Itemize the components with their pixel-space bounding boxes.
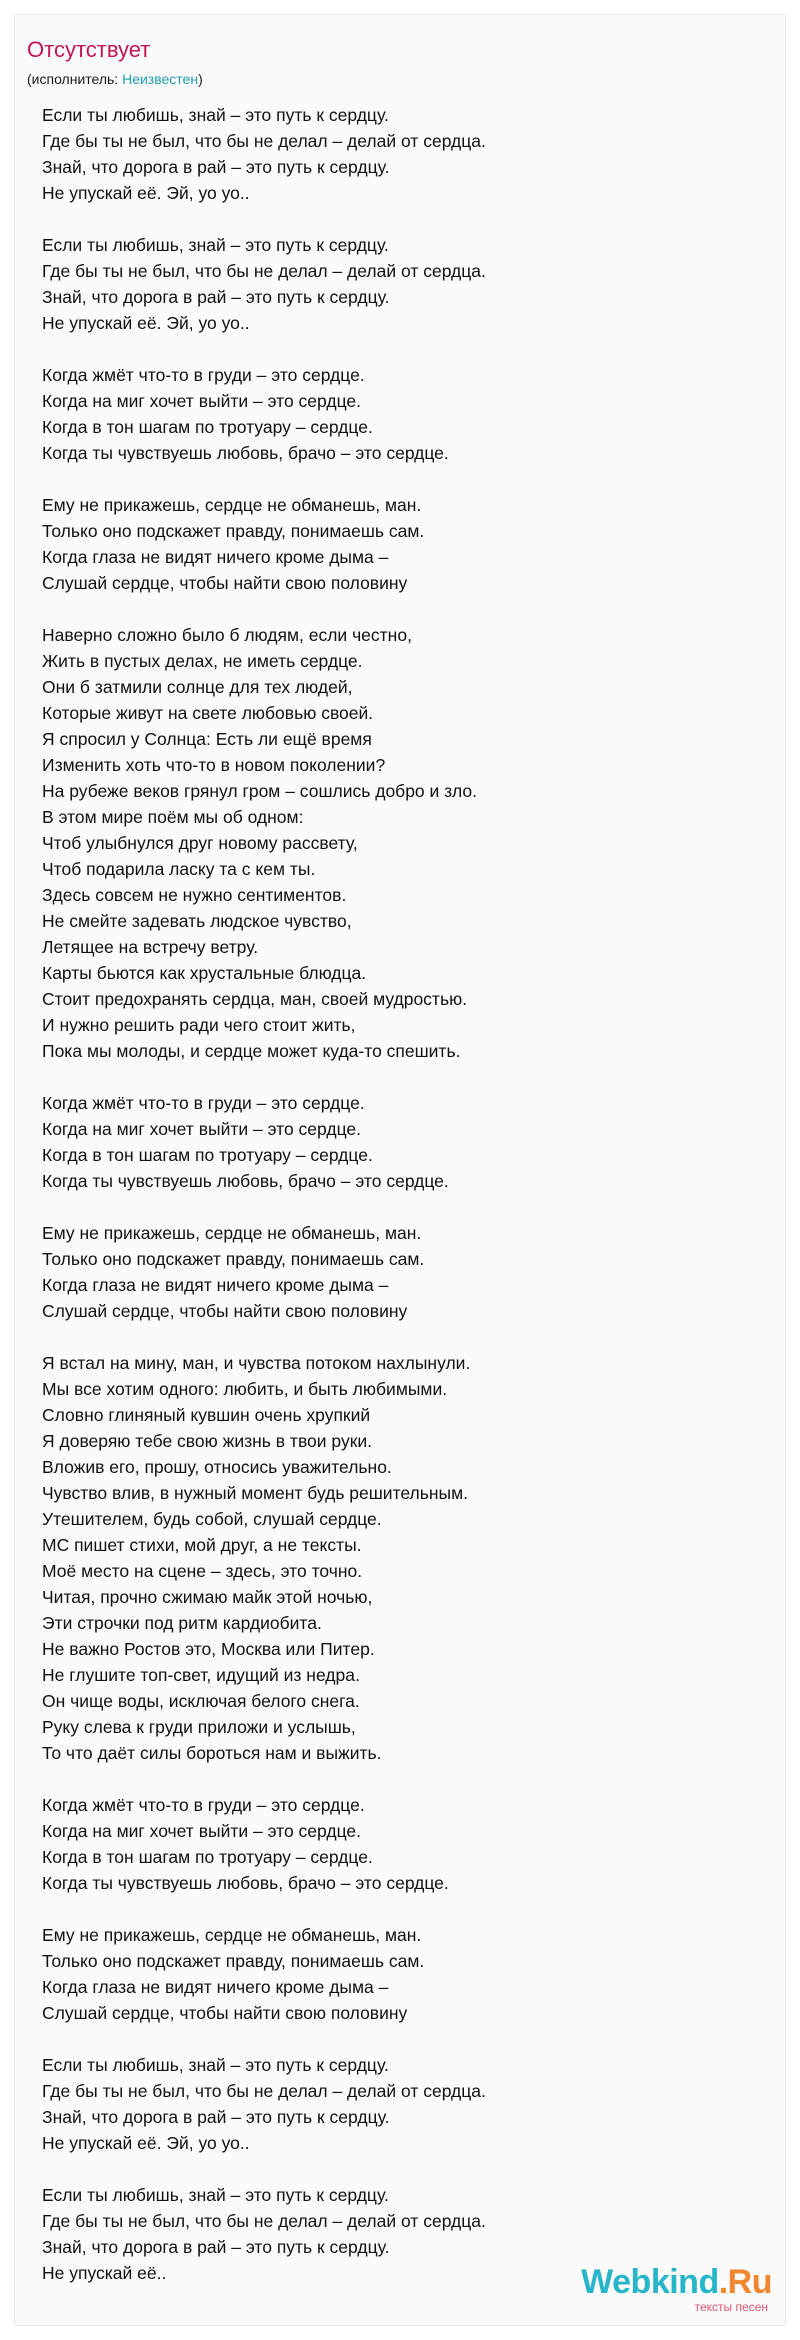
lyric-line: Не упускай её. Эй, уо уо.. — [42, 313, 250, 333]
lyric-line: Знай, что дорога в рай – это путь к сердцу. — [42, 2237, 390, 2257]
lyric-line: Которые живут на свете любовью своей. — [42, 703, 374, 723]
logo-tld: .Ru — [718, 2263, 772, 2301]
lyric-line: Чувство влив, в нужный момент будь решительным. — [42, 1483, 469, 1503]
lyric-line: Если ты любишь, знай – это путь к сердцу. — [42, 105, 389, 125]
artist-line — [27, 70, 203, 88]
lyric-line: Только оно подскажет правду, понимаешь сам. — [42, 521, 425, 541]
stanza — [42, 102, 762, 206]
lyric-line: Я доверяю тебе свою жизнь в твои руки. — [42, 1431, 372, 1451]
lyric-line: Знай, что дорога в рай – это путь к сердцу. — [42, 287, 390, 307]
lyric-line: Знай, что дорога в рай – это путь к сердцу. — [42, 157, 390, 177]
stanza — [42, 1090, 762, 1194]
lyric-line: Когда ты чувствуешь любовь, брачо – это сердце. — [42, 1873, 449, 1893]
lyric-line: Где бы ты не был, что бы не делал – делай от сердца. — [42, 131, 486, 151]
lyric-line: Только оно подскажет правду, понимаешь сам. — [42, 1951, 425, 1971]
lyric-line: Они б затмили солнце для тех людей, — [42, 677, 353, 697]
lyric-line: Если ты любишь, знай – это путь к сердцу. — [42, 2185, 389, 2205]
lyric-line: Если ты любишь, знай – это путь к сердцу. — [42, 2055, 389, 2075]
lyric-line: Когда в тон шагам по тротуару – сердце. — [42, 1847, 373, 1867]
lyric-line: Не упускай её. Эй, уо уо.. — [42, 2133, 250, 2153]
lyric-line: Чтоб подарила ласку та с кем ты. — [42, 859, 316, 879]
logo-tagline: тексты песен — [694, 2300, 768, 2314]
lyric-line: Где бы ты не был, что бы не делал – делай от сердца. — [42, 2211, 486, 2231]
stanza — [42, 1922, 762, 2026]
lyric-line: Когда на миг хочет выйти – это сердце. — [42, 391, 361, 411]
lyric-line: Моё место на сцене – здесь, это точно. — [42, 1561, 363, 1581]
lyric-line: Ему не прикажешь, сердце не обманешь, ман. — [42, 1925, 422, 1945]
lyric-line: Слушай сердце, чтобы найти свою половину — [42, 573, 408, 593]
lyric-line: Я спросил у Солнца: Есть ли ещё время — [42, 729, 372, 749]
lyric-line: Карты бьются как хрустальные блюдца. — [42, 963, 367, 983]
lyric-line: В этом мире поём мы об одном: — [42, 807, 304, 827]
lyric-line: Не смейте задевать людское чувство, — [42, 911, 352, 931]
lyric-line: Если ты любишь, знай – это путь к сердцу. — [42, 235, 389, 255]
stanza — [42, 232, 762, 336]
lyric-line: Вложив его, прошу, относись уважительно. — [42, 1457, 392, 1477]
lyric-line: Жить в пустых делах, не иметь сердце. — [42, 651, 363, 671]
lyric-line: Когда глаза не видят ничего кроме дыма – — [42, 1977, 389, 1997]
lyric-line: Он чище воды, исключая белого снега. — [42, 1691, 360, 1711]
lyric-line: Чтоб улыбнулся друг новому рассвету, — [42, 833, 358, 853]
song-title: Отсутствует — [27, 37, 151, 62]
stanza — [42, 1220, 762, 1324]
lyric-line: Когда на миг хочет выйти – это сердце. — [42, 1821, 361, 1841]
lyric-line: Только оно подскажет правду, понимаешь сам. — [42, 1249, 425, 1269]
lyric-line: Ему не прикажешь, сердце не обманешь, ман. — [42, 1223, 422, 1243]
lyric-line: Словно глиняный кувшин очень хрупкий — [42, 1405, 371, 1425]
logo-wordmark — [581, 2265, 772, 2299]
artist-link[interactable]: Неизвестен — [122, 71, 199, 87]
logo-name: Webkind — [581, 2263, 719, 2301]
stanza — [42, 1792, 762, 1896]
lyric-line: Где бы ты не был, что бы не делал – делай от сердца. — [42, 2081, 486, 2101]
lyric-line: Когда глаза не видят ничего кроме дыма – — [42, 1275, 389, 1295]
lyric-line: Мы все хотим одного: любить, и быть любимыми. — [42, 1379, 448, 1399]
lyric-line: То что даёт силы бороться нам и выжить. — [42, 1743, 382, 1763]
lyric-line: Я встал на мину, ман, и чувства потоком нахлынули. — [42, 1353, 471, 1373]
lyric-line: Изменить хоть что-то в новом поколении? — [42, 755, 386, 775]
lyric-line: Когда в тон шагам по тротуару – сердце. — [42, 1145, 373, 1165]
lyric-line: Читая, прочно сжимаю майк этой ночью, — [42, 1587, 373, 1607]
lyric-line: Где бы ты не был, что бы не делал – делай от сердца. — [42, 261, 486, 281]
lyric-line: Пока мы молоды, и сердце может куда-то спешить. — [42, 1041, 461, 1061]
lyric-line: Когда на миг хочет выйти – это сердце. — [42, 1119, 361, 1139]
site-logo[interactable] — [581, 2265, 772, 2314]
lyric-line: Стоит предохранять сердца, ман, своей мудростью. — [42, 989, 468, 1009]
lyric-line: Когда глаза не видят ничего кроме дыма – — [42, 547, 389, 567]
lyric-line: Здесь совсем не нужно сентиментов. — [42, 885, 347, 905]
lyric-line: Когда жмёт что-то в груди – это сердце. — [42, 365, 365, 385]
lyric-line: Утешителем, будь собой, слушай сердце. — [42, 1509, 382, 1529]
lyric-line: Не упускай её. Эй, уо уо.. — [42, 183, 250, 203]
lyric-line: Наверно сложно было б людям, если честно, — [42, 625, 412, 645]
lyric-line: Не глушите топ-свет, идущий из недра. — [42, 1665, 360, 1685]
lyric-line: На рубеже веков грянул гром – сошлись добро и зло. — [42, 781, 477, 801]
lyric-line: Эти строчки под ритм кардиобита. — [42, 1613, 322, 1633]
artist-prefix: (исполнитель: — [27, 71, 123, 87]
lyric-line: Не упускай её.. — [42, 2263, 167, 2283]
artist-suffix: ) — [198, 71, 203, 87]
lyric-line: Ему не прикажешь, сердце не обманешь, ман. — [42, 495, 422, 515]
stanza — [42, 1350, 762, 1766]
stanza — [42, 622, 762, 1064]
stanza — [42, 2052, 762, 2156]
lyric-line: Когда в тон шагам по тротуару – сердце. — [42, 417, 373, 437]
lyric-line: Когда ты чувствуешь любовь, брачо – это сердце. — [42, 1171, 449, 1191]
lyric-line: И нужно решить ради чего стоит жить, — [42, 1015, 356, 1035]
lyric-line: Когда жмёт что-то в груди – это сердце. — [42, 1093, 365, 1113]
lyrics-text — [42, 102, 762, 2286]
lyric-line: МС пишет стихи, мой друг, а не тексты. — [42, 1535, 362, 1555]
stanza — [42, 362, 762, 466]
lyric-line: Руку слева к груди приложи и услышь, — [42, 1717, 356, 1737]
lyric-line: Слушай сердце, чтобы найти свою половину — [42, 2003, 408, 2023]
lyric-line: Слушай сердце, чтобы найти свою половину — [42, 1301, 408, 1321]
lyric-line: Когда ты чувствуешь любовь, брачо – это сердце. — [42, 443, 449, 463]
stanza — [42, 492, 762, 596]
lyric-line: Когда жмёт что-то в груди – это сердце. — [42, 1795, 365, 1815]
lyric-line: Летящее на встречу ветру. — [42, 937, 259, 957]
lyric-line: Не важно Ростов это, Москва или Питер. — [42, 1639, 375, 1659]
lyric-line: Знай, что дорога в рай – это путь к сердцу. — [42, 2107, 390, 2127]
